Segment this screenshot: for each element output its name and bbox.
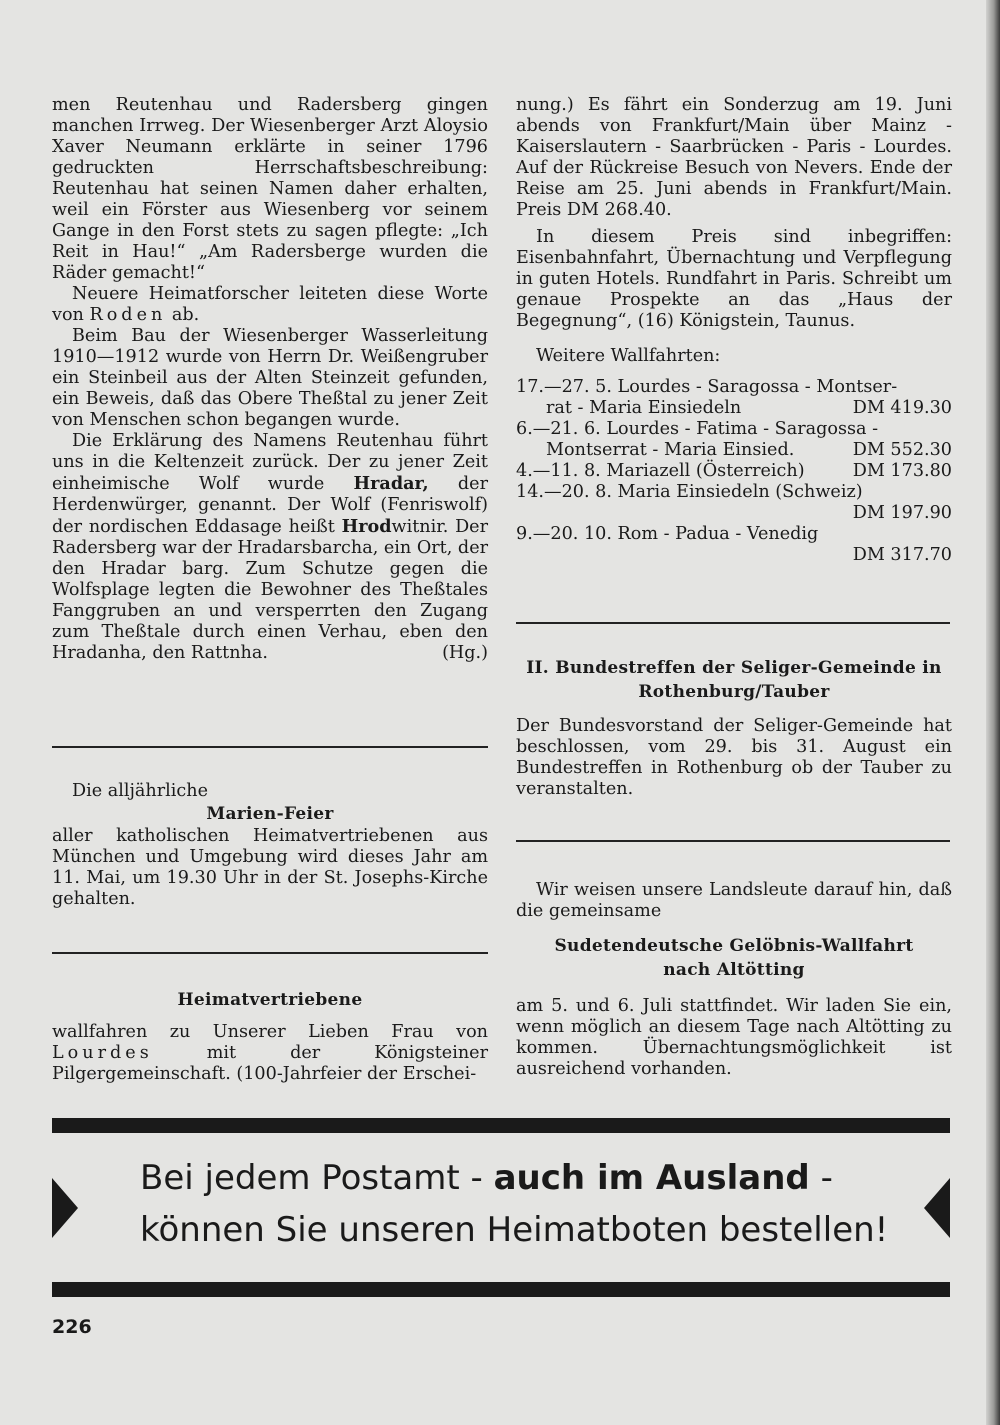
subscription-banner: [52, 1118, 950, 1298]
banner-line1-a: Bei jedem Postamt -: [140, 1158, 494, 1198]
trip-line1: 9.—20. 10. Rom - Padua - Venedig: [516, 524, 819, 544]
marien-intro: Die alljährliche: [72, 781, 209, 801]
lourdes-trip-para1: nung.) Es fährt ein Sonderzug am 19. Juni abends von Frankfurt/Main über Mainz - Kaiserslautern - Saarbrücken - Paris - Lourdes. Auf der Rückreise Besuch von Nevers. Ende der Reise am 25. Juni abends in Frankfurt/Main. Preis DM 268.40.: [516, 95, 952, 220]
trip-item: [516, 419, 952, 461]
para2-name-roden: Roden: [89, 305, 167, 325]
article-reutenhau-para1: men Reutenhau und Radersberg gingen manchen Irrweg. Der Wiesenberger Arzt Aloysio Xaver Neumann erklärte in seiner 1796 gedruckten Herrschaftsbeschreibung: Reutenhau hat seinen Namen daher erhalten, weil ein Förster aus Wiesenberg vor seinem Gange in den Forst stets zu sagen pflegte: „Ich Reit in Hau!“ „Am Radersberge wurden die Räder gemacht!“: [52, 95, 488, 283]
trip-list: [516, 377, 952, 566]
bundestreffen-text: Der Bundesvorstand der Seliger-Gemeinde hat beschlossen, vom 29. bis 31. August ein Bundestreffen in Rothenburg ob der Tauber zu veranstalten.: [516, 716, 952, 799]
banner-bottom-bar: [52, 1282, 950, 1297]
heimat-title: Heimatvertriebene: [177, 990, 363, 1010]
article-reutenhau-para2: [52, 284, 488, 326]
divider-left-2: [52, 952, 488, 954]
trip-price: DM 197.90: [852, 503, 952, 523]
marien-text: aller katholischen Heimatvertriebenen aus München und Umgebung wird dieses Jahr am 11. Mai, um 19.30 Uhr in der St. Josephs-Kirche gehalten.: [52, 826, 488, 909]
divider-left-1: [52, 746, 488, 748]
heimat-place-lourdes: Lourdes: [52, 1043, 153, 1063]
bundestreffen-notice: [516, 656, 952, 800]
para2-text-b: ab.: [166, 305, 200, 325]
banner-line1-bold: auch im Ausland: [493, 1158, 810, 1198]
para4-bold-hrod: Hrod: [341, 516, 392, 537]
trip-line1: 6.—21. 6. Lourdes - Fatima - Saragossa -: [516, 419, 879, 439]
lourdes-trip-para2: In diesem Preis sind inbegriffen: Eisenbahnfahrt, Übernachtung und Verpflegung in guten Hotels. Rundfahrt in Paris. Schreibt um genaue Prospekte an das „Haus der Begegnung“, (16) Königstein, Taunus.: [516, 227, 952, 331]
wallfahrt-intro: Wir weisen unsere Landsleute darauf hin, daß die gemeinsame: [516, 880, 952, 921]
divider-right-2: [516, 840, 950, 842]
trip-line1: 4.—11. 8. Mariazell (Österreich): [516, 461, 805, 481]
heimat-text-a: wallfahren zu Unserer Lieben Frau von: [52, 1022, 488, 1042]
weitere-heading: Weitere Wallfahrten:: [536, 346, 721, 366]
banner-line2: können Sie unseren Heimatboten bestellen!: [140, 1210, 889, 1250]
article-signature: (Hg.): [442, 643, 488, 663]
bundestreffen-title: II. Bundestreffen der Seliger-Gemeinde in Rothenburg/Tauber: [526, 658, 942, 702]
trip-item: [516, 377, 952, 419]
trip-price: DM 317.70: [852, 545, 952, 565]
heimatvertriebene-notice: [52, 988, 488, 1085]
banner-line1: [140, 1158, 900, 1198]
article-reutenhau-para4: [52, 431, 488, 664]
trip-item: [516, 482, 952, 524]
trip-line1: 14.—20. 8. Maria Einsiedeln (Schweiz): [516, 482, 863, 502]
marien-title: Marien-Feier: [206, 804, 334, 824]
right-column: [516, 95, 952, 566]
trip-line2: Montserrat - Maria Einsied.: [546, 440, 795, 460]
article-reutenhau-para3: Beim Bau der Wiesenberger Wasserleitung 1910—1912 wurde von Herrn Dr. Weißengruber ein Steinbeil aus der Alten Steinzeit gefunden, ein Beweis, daß das Obere Theßtal zu jener Zeit von Menschen schon begangen wurde.: [52, 326, 488, 430]
page-number: 226: [52, 1316, 92, 1338]
banner-top-bar: [52, 1118, 950, 1133]
trip-item: [516, 524, 952, 566]
para4-bold-hradar: Hradar,: [353, 473, 429, 494]
para4-text-c: witnir. Der Radersberg war der Hradarsbarcha, ein Ort, der den Hradar barg. Zum Schutze gegen die Wolfsplage legten die Bewohner des Theßtales Fanggruben an und versperrten den Zugang zum Theßtale durch einen Verhau, eben den Hradanha, den Rattnha.: [52, 517, 489, 663]
wallfahrt-text: am 5. und 6. Juli stattfindet. Wir laden Sie ein, wenn möglich an diesem Tage nach Altötting zu kommen. Übernachtungsmöglichkeit ist ausreichend vorhanden.: [516, 996, 952, 1079]
trip-price: DM 552.30: [852, 440, 952, 460]
trip-item: [516, 461, 952, 482]
left-column: [52, 95, 488, 664]
trip-line1: 17.—27. 5. Lourdes - Saragossa - Montser-: [516, 377, 898, 397]
divider-right-1: [516, 622, 950, 624]
trip-line2: rat - Maria Einsiedeln: [546, 398, 742, 418]
banner-line1-b: -: [809, 1158, 833, 1198]
trip-price: DM 419.30: [852, 398, 952, 418]
heimat-text-b: mit der Königsteiner Pilgergemeinschaft. (100-Jahrfeier der Erschei-: [52, 1043, 488, 1084]
arrow-left-icon: [924, 1178, 950, 1238]
page-edge-shadow: [986, 0, 1000, 1425]
para2-text-a: Neuere Heimatforscher leiteten diese Worte von: [52, 284, 488, 325]
heimat-text: [52, 1022, 488, 1085]
arrow-right-icon: [52, 1178, 78, 1238]
para4-text-a: Die Erklärung des Namens Reutenhau führt uns in die Keltenzeit zurück. Der zu jener Zeit einheimische Wolf wurde: [52, 431, 488, 494]
para4-text-b: der Herdenwürger, genannt. Der Wolf (Fenriswolf) der nordischen Eddasage heißt: [52, 474, 488, 537]
wallfahrt-title: Sudetendeutsche Gelöbnis-Wallfahrt nach Altötting: [554, 936, 914, 980]
trip-price: DM 173.80: [852, 461, 952, 481]
wallfahrt-notice: [516, 880, 952, 1080]
marien-feier-notice: [52, 781, 488, 910]
